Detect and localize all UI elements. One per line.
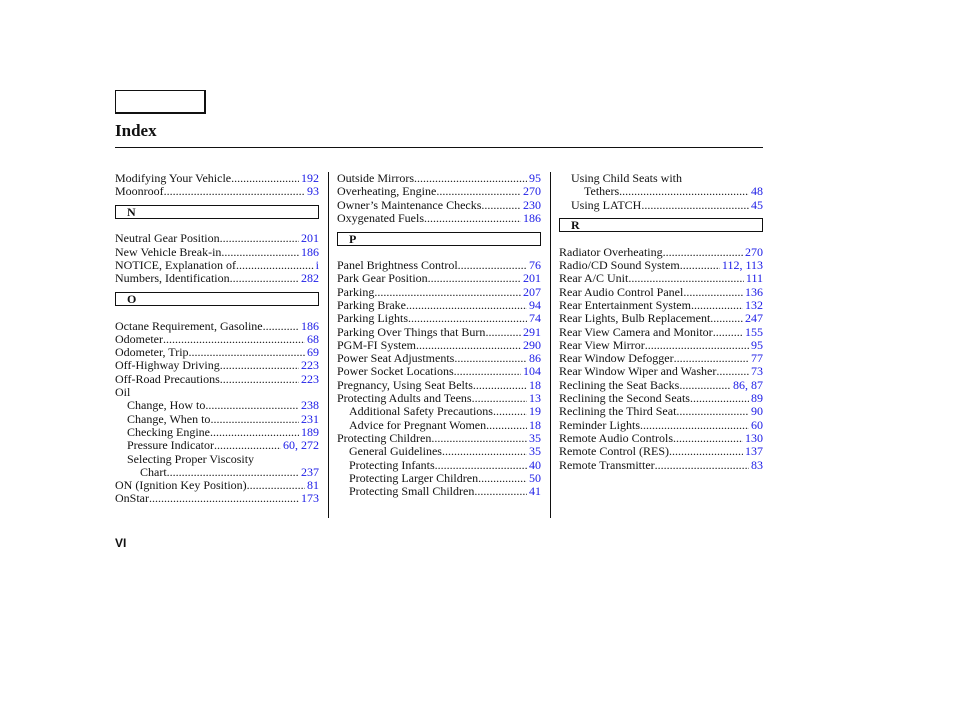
index-entry <box>337 299 541 312</box>
index-entry-label: Panel Brightness Control <box>337 258 458 273</box>
page-reference-link[interactable]: 90 <box>751 404 763 419</box>
index-entry-label: Modifying Your Vehicle <box>115 171 232 185</box>
index-entry-label: Tethers <box>584 184 620 199</box>
index-entry-label: Power Seat Adjustments <box>337 351 455 366</box>
dot-leader <box>486 419 527 432</box>
dot-leader <box>481 199 521 212</box>
page-reference-link[interactable]: i <box>315 258 319 273</box>
dot-leader <box>655 459 749 472</box>
page-reference-link[interactable]: 95 <box>751 337 763 352</box>
page-reference-link[interactable]: 192 <box>301 171 319 185</box>
index-entry <box>559 432 763 445</box>
index-entry-label: Reclining the Seat Backs <box>559 377 680 392</box>
page-reference-link[interactable]: 40 <box>529 457 541 472</box>
index-entry-label: General Guidelines <box>349 444 442 459</box>
index-entry-label: Park Gear Position <box>337 271 428 286</box>
page-reference-link[interactable]: 230 <box>523 197 541 212</box>
index-entry-label: PGM-FI System <box>337 337 417 352</box>
index-heading: Oil <box>115 385 131 400</box>
page-reference-link[interactable]: 186 <box>301 318 319 333</box>
dot-leader <box>236 259 314 272</box>
index-entry <box>115 320 319 333</box>
page-reference-link[interactable]: 207 <box>523 284 541 299</box>
index-entry-label: Numbers, Identification <box>115 271 230 286</box>
page-reference-link[interactable]: 270 <box>523 184 541 199</box>
index-entry-label: Overheating, Engine <box>337 184 437 199</box>
dot-leader <box>230 272 299 285</box>
index-entry <box>337 212 541 225</box>
index-entry-label: Rear View Mirror <box>559 337 645 352</box>
dot-leader <box>619 185 749 198</box>
dot-leader <box>710 312 743 325</box>
index-entry-label: Remote Transmitter <box>559 457 655 472</box>
index-entry-label: Checking Engine <box>127 424 210 439</box>
spacer <box>115 286 319 293</box>
page-reference-link[interactable]: 104 <box>523 364 541 379</box>
dot-leader <box>641 199 749 212</box>
page-reference-link[interactable]: 137 <box>745 444 763 459</box>
dot-leader <box>454 352 527 365</box>
page-reference-link[interactable]: 74 <box>529 311 541 326</box>
page-reference-link[interactable]: 201 <box>523 271 541 286</box>
dot-leader <box>220 232 299 245</box>
page-reference-link[interactable]: 86, 87 <box>733 377 763 392</box>
dot-leader <box>220 373 299 386</box>
index-entry-label: Rear Lights, Bulb Replacement <box>559 311 711 326</box>
page-reference-link[interactable]: 186 <box>523 210 541 225</box>
dot-leader <box>431 432 527 445</box>
page-reference-link[interactable]: 112, 113 <box>721 258 763 273</box>
dot-leader <box>163 333 305 346</box>
index-entry-label: Protecting Small Children <box>349 484 475 499</box>
index-entry-label: Radiator Overheating <box>559 244 663 259</box>
index-entry <box>115 185 319 198</box>
dot-leader <box>164 185 305 198</box>
index-entry-label: OnStar <box>115 491 149 506</box>
page-reference-link[interactable]: 13 <box>529 391 541 406</box>
page-reference-link[interactable]: 132 <box>745 297 763 312</box>
index-entry <box>337 172 541 185</box>
page-reference-link[interactable]: 282 <box>301 271 319 286</box>
page-reference-link[interactable]: 77 <box>751 351 763 366</box>
page-reference-link[interactable]: 48 <box>751 184 763 199</box>
index-entry-label: Owner’s Maintenance Checks <box>337 197 482 212</box>
index-entry-label: Reminder Lights <box>559 417 640 432</box>
dot-leader <box>676 405 749 418</box>
page-reference-link[interactable]: 111 <box>745 271 763 286</box>
index-entry <box>337 459 541 472</box>
dot-leader <box>673 432 743 445</box>
dot-leader <box>679 379 731 392</box>
page-reference-link[interactable]: 173 <box>301 491 319 506</box>
index-entry-label: Protecting Larger Children <box>349 470 479 485</box>
index-entry <box>337 379 541 392</box>
page-reference-link[interactable]: 50 <box>529 470 541 485</box>
index-entry <box>337 272 541 285</box>
index-entry-label: Off-Highway Driving <box>115 358 220 373</box>
index-entry <box>115 232 319 245</box>
index-entry <box>115 466 319 479</box>
index-entry <box>337 286 541 299</box>
index-column-2 <box>337 172 541 498</box>
spacer <box>337 225 541 232</box>
page-reference-link[interactable]: 155 <box>745 324 763 339</box>
dot-leader <box>716 365 749 378</box>
index-entry <box>115 439 319 452</box>
dot-leader <box>458 259 527 272</box>
dot-leader <box>691 299 743 312</box>
index-entry-label: Pregnancy, Using Seat Belts <box>337 377 473 392</box>
dot-leader <box>663 246 743 259</box>
page-reference-link[interactable]: 76 <box>529 258 541 273</box>
index-entry-label: NOTICE, Explanation of <box>115 258 236 273</box>
dot-leader <box>669 445 743 458</box>
spacer <box>337 246 541 259</box>
dot-leader <box>628 272 744 285</box>
index-entry <box>559 299 763 312</box>
index-entry-label: Chart <box>140 464 167 479</box>
index-entry <box>559 312 763 325</box>
dot-leader <box>205 399 299 412</box>
index-entry-label: Protecting Infants <box>349 457 435 472</box>
index-entry <box>115 492 319 505</box>
index-entry-label: Parking <box>337 284 375 299</box>
index-entry <box>337 326 541 339</box>
dot-leader <box>406 299 527 312</box>
dot-leader <box>424 212 521 225</box>
dot-leader <box>478 472 527 485</box>
index-entry-label: Advice for Pregnant Women <box>349 417 487 432</box>
title-rule <box>115 147 763 148</box>
dot-leader <box>713 326 743 339</box>
dot-leader <box>247 479 305 492</box>
page-reference-link[interactable]: 136 <box>745 284 763 299</box>
page-reference-link[interactable]: 231 <box>301 411 319 426</box>
index-entry <box>337 352 541 365</box>
dot-leader <box>149 492 299 505</box>
dot-leader <box>210 413 299 426</box>
column-divider <box>550 172 551 518</box>
page-reference-link[interactable]: 270 <box>745 244 763 259</box>
index-entry <box>559 199 763 212</box>
dot-leader <box>435 459 527 472</box>
page-reference-link[interactable]: 201 <box>301 231 319 246</box>
index-entry-label: Odometer <box>115 331 163 346</box>
index-entry <box>337 312 541 325</box>
dot-leader <box>408 312 527 325</box>
dot-leader <box>416 339 521 352</box>
index-entry <box>337 405 541 418</box>
dot-leader <box>220 359 299 372</box>
dot-leader <box>231 172 299 185</box>
section-letter-header: P <box>337 232 541 246</box>
index-entry <box>559 326 763 339</box>
index-entry <box>559 352 763 365</box>
page-title: Index <box>115 121 157 140</box>
index-entry-label: Remote Audio Controls <box>559 430 673 445</box>
index-entry <box>337 432 541 445</box>
section-tab-box <box>115 90 206 114</box>
index-entry-label: Octane Requirement, Gasoline <box>115 318 263 333</box>
index-entry <box>559 379 763 392</box>
index-entry <box>559 185 763 198</box>
spacer <box>559 212 763 219</box>
page-reference-link[interactable]: 68 <box>307 331 319 346</box>
index-entry-label: Off-Road Precautions <box>115 371 220 386</box>
dot-leader <box>474 485 527 498</box>
page-reference-link[interactable]: 237 <box>301 464 319 479</box>
index-heading: Using Child Seats with <box>571 171 683 185</box>
index-entry <box>337 365 541 378</box>
index-entry <box>115 413 319 426</box>
dot-leader <box>645 339 749 352</box>
dot-leader <box>674 352 749 365</box>
dot-leader <box>210 426 299 439</box>
index-entry-label: Protecting Children <box>337 430 432 445</box>
dot-leader <box>485 326 521 339</box>
index-entry <box>115 333 319 346</box>
index-entry <box>337 199 541 212</box>
page-reference-link[interactable]: 223 <box>301 371 319 386</box>
index-entry-label: ON (Ignition Key Position) <box>115 478 247 493</box>
index-entry-label: Oxygenated Fuels <box>337 210 424 225</box>
index-entry <box>337 445 541 458</box>
page-reference-link[interactable]: 60, 272 <box>283 438 319 453</box>
dot-leader <box>680 259 720 272</box>
section-letter-header: N <box>115 205 319 219</box>
index-entry <box>115 259 319 272</box>
index-entry-label: Parking Over Things that Burn <box>337 324 486 339</box>
index-entry-label: Odometer, Trip <box>115 345 189 360</box>
dot-leader <box>189 346 305 359</box>
page-reference-link[interactable]: 45 <box>751 197 763 212</box>
section-letter-header: R <box>559 218 763 232</box>
page-reference-link[interactable]: 95 <box>529 171 541 185</box>
index-entry <box>559 419 763 432</box>
dot-leader <box>454 365 521 378</box>
dot-leader <box>436 185 521 198</box>
dot-leader <box>221 246 299 259</box>
page-reference-link[interactable]: 86 <box>529 351 541 366</box>
page-reference-link[interactable]: 186 <box>301 244 319 259</box>
index-column-1 <box>115 172 319 506</box>
index-entry <box>337 419 541 432</box>
index-entry <box>337 339 541 352</box>
index-entry <box>115 399 319 412</box>
dot-leader <box>374 286 521 299</box>
index-entry-label: Reclining the Second Seats <box>559 391 690 406</box>
index-entry <box>559 405 763 418</box>
index-entry <box>559 286 763 299</box>
page-reference-link[interactable]: 247 <box>745 311 763 326</box>
index-entry <box>337 185 541 198</box>
index-entry-label: Rear A/C Unit <box>559 271 629 286</box>
page-reference-link[interactable]: 18 <box>529 417 541 432</box>
page-reference-link[interactable]: 130 <box>745 430 763 445</box>
index-entry <box>115 373 319 386</box>
index-entry-label: Parking Lights <box>337 311 408 326</box>
dot-leader <box>214 439 281 452</box>
spacer <box>115 219 319 232</box>
index-entry <box>115 272 319 285</box>
index-entry-label: New Vehicle Break-in <box>115 244 222 259</box>
page-reference-link[interactable]: 60 <box>751 417 763 432</box>
index-entry <box>559 259 763 272</box>
index-entry-label: Power Socket Locations <box>337 364 454 379</box>
dot-leader <box>428 272 521 285</box>
index-entry-label: Rear Audio Control Panel <box>559 284 684 299</box>
index-entry-label: Outside Mirrors <box>337 171 414 185</box>
page-reference-link[interactable]: 291 <box>523 324 541 339</box>
page-reference-link[interactable]: 89 <box>751 391 763 406</box>
index-entry-label: Pressure Indicator <box>127 438 214 453</box>
index-entry <box>115 479 319 492</box>
index-entry-label: Rear View Camera and Monitor <box>559 324 713 339</box>
index-entry <box>559 392 763 405</box>
page-reference-link[interactable]: 189 <box>301 424 319 439</box>
index-entry <box>337 392 541 405</box>
spacer <box>115 306 319 319</box>
page-reference-link[interactable]: 35 <box>529 444 541 459</box>
index-entry <box>337 259 541 272</box>
page-reference-link[interactable]: 83 <box>751 457 763 472</box>
page-reference-link[interactable]: 19 <box>529 404 541 419</box>
index-column-3 <box>559 172 763 472</box>
index-entry-label: Remote Control (RES) <box>559 444 669 459</box>
index-entry <box>115 172 319 185</box>
index-entry-label: Additional Safety Precautions <box>349 404 493 419</box>
index-entry <box>559 246 763 259</box>
page-reference-link[interactable]: 94 <box>529 297 541 312</box>
index-entry <box>559 459 763 472</box>
page-reference-link[interactable]: 93 <box>307 184 319 199</box>
page-reference-link[interactable]: 223 <box>301 358 319 373</box>
index-entry <box>115 246 319 259</box>
index-entry <box>559 339 763 352</box>
dot-leader <box>263 320 299 333</box>
index-entry <box>115 346 319 359</box>
page-reference-link[interactable]: 238 <box>301 398 319 413</box>
section-letter-header: O <box>115 292 319 306</box>
page-reference-link[interactable]: 290 <box>523 337 541 352</box>
index-entry-label: Radio/CD Sound System <box>559 258 680 273</box>
index-entry <box>559 445 763 458</box>
dot-leader <box>640 419 749 432</box>
dot-leader <box>683 286 743 299</box>
index-entry-label: Parking Brake <box>337 297 406 312</box>
spacer <box>559 232 763 245</box>
dot-leader <box>473 379 527 392</box>
index-entry <box>115 426 319 439</box>
index-entry-label: Using LATCH <box>571 197 642 212</box>
page-reference-link[interactable]: 69 <box>307 345 319 360</box>
index-entry <box>559 365 763 378</box>
index-entry-label: Protecting Adults and Teens <box>337 391 472 406</box>
column-divider <box>328 172 329 518</box>
index-entry-label: Rear Entertainment System <box>559 297 691 312</box>
index-entry <box>337 485 541 498</box>
index-entry-label: Rear Window Wiper and Washer <box>559 364 717 379</box>
page-reference-link[interactable]: 35 <box>529 430 541 445</box>
index-entry <box>115 359 319 372</box>
page-reference-link[interactable]: 18 <box>529 377 541 392</box>
page-reference-link[interactable]: 81 <box>307 478 319 493</box>
dot-leader <box>442 445 527 458</box>
index-entry-label: Moonroof <box>115 184 164 199</box>
page-number: VI <box>115 536 127 550</box>
index-entry-label: Change, How to <box>127 398 206 413</box>
index-entry <box>559 272 763 285</box>
page-reference-link[interactable]: 73 <box>751 364 763 379</box>
dot-leader <box>472 392 527 405</box>
dot-leader <box>414 172 527 185</box>
page-reference-link[interactable]: 41 <box>529 484 541 499</box>
index-entry-label: Reclining the Third Seat <box>559 404 677 419</box>
index-entry-label: Change, When to <box>127 411 211 426</box>
dot-leader <box>493 405 527 418</box>
index-entry-label: Rear Window Defogger <box>559 351 674 366</box>
spacer <box>115 199 319 206</box>
dot-leader <box>690 392 749 405</box>
dot-leader <box>167 466 299 479</box>
index-entry-label: Neutral Gear Position <box>115 231 220 246</box>
index-heading: Selecting Proper Viscosity <box>127 451 255 466</box>
index-entry <box>337 472 541 485</box>
